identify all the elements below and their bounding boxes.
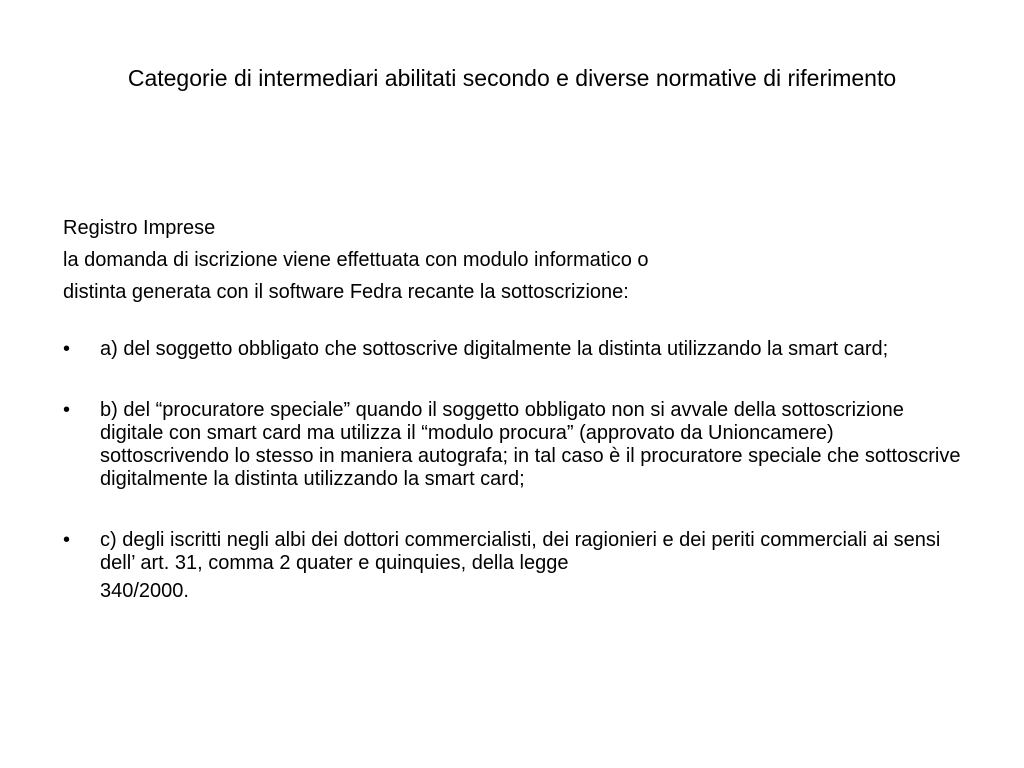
intro-block bbox=[63, 212, 963, 308]
bullet-list bbox=[63, 338, 968, 603]
bullet-dot-icon: • bbox=[63, 529, 71, 551]
bullet-text-b: b) del “procuratore speciale” quando il soggetto obbligato non si avvale della sottoscrizione digitale con smart card ma utilizza il “modulo procura” (approvato da Unioncamere) sottoscrivendo lo stesso in maniera autografa; in tal caso è il procuratore speciale che sottoscrive digitalmente la distinta utilizzando la smart card; bbox=[100, 399, 961, 490]
bullet-dot-icon: • bbox=[63, 399, 71, 421]
bullet-text-c-end: 340/2000. bbox=[100, 580, 189, 602]
slide-title: Categorie di intermediari abilitati secondo e diverse normative di riferimento bbox=[127, 65, 897, 91]
bullet-item-b bbox=[63, 399, 968, 491]
intro-line-2: distinta generata con il software Fedra recante la sottoscrizione: bbox=[63, 281, 629, 303]
bullet-item-c bbox=[63, 529, 968, 603]
bullet-item-a bbox=[63, 338, 968, 361]
bullet-text-a: a) del soggetto obbligato che sottoscrive digitalmente la distinta utilizzando la smart card; bbox=[100, 338, 889, 360]
bullet-dot-icon: • bbox=[63, 338, 71, 360]
intro-line-1: la domanda di iscrizione viene effettuata con modulo informatico o bbox=[63, 249, 649, 271]
bullet-text-c: c) degli iscritti negli albi dei dottori commercialisti, dei ragionieri e dei periti commerciali ai sensi dell’ art. 31, comma 2 quater e quinquies, della legge bbox=[100, 529, 941, 574]
intro-heading: Registro Imprese bbox=[63, 217, 216, 239]
